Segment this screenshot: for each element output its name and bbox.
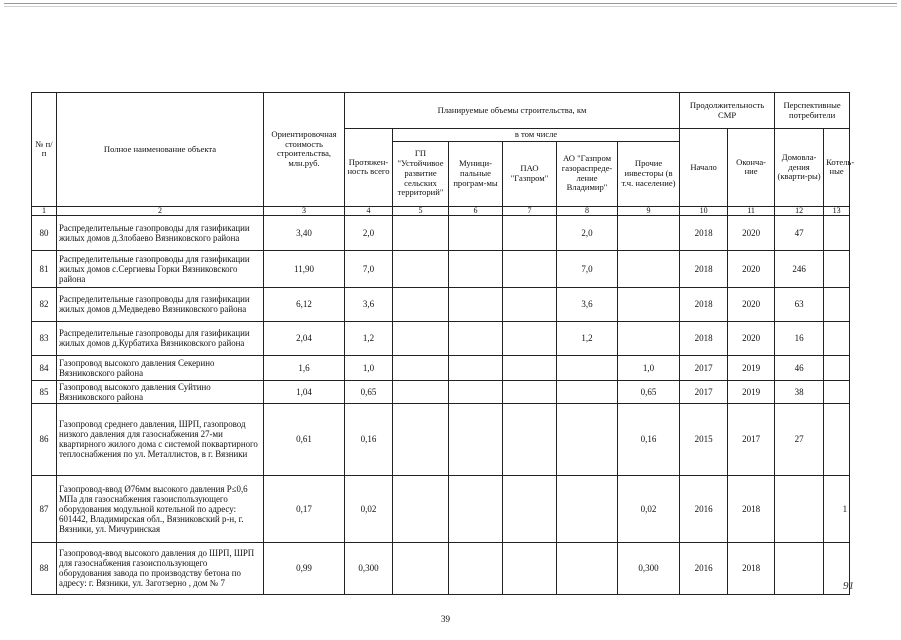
cell-households: 16 [775, 321, 824, 355]
cell-gp [393, 355, 449, 380]
cell-municipal [449, 542, 503, 594]
cell-pao [503, 287, 557, 321]
cell-no: 80 [32, 215, 57, 250]
cell-cost: 0,99 [264, 542, 345, 594]
cell-name: Газопровод-ввод Ø76мм высокого давления Р≤0,6 МПа для газоснабжения газоиспользующего оборудования модульной котельной по адресу: 601442, Владимирская обл., Вязниковский р-н, г. Вязники, ул. Мичуринская [57, 475, 264, 542]
cell-name: Распределительные газопроводы для газификации жилых домов д.Курбатиха Вязниковского района [57, 321, 264, 355]
cell-other: 0,65 [618, 380, 680, 403]
cell-length: 7,0 [345, 250, 393, 287]
cell-municipal [449, 215, 503, 250]
table-row [32, 250, 850, 287]
cell-households: 46 [775, 355, 824, 380]
cell-name: Газопровод высокого давления Суйтино Вязниковского района [57, 380, 264, 403]
cell-end: 2020 [728, 215, 775, 250]
cell-municipal [449, 380, 503, 403]
cell-end: 2019 [728, 380, 775, 403]
cell-length: 2,0 [345, 215, 393, 250]
cell-length: 0,02 [345, 475, 393, 542]
cell-boilers [824, 215, 850, 250]
cell-other [618, 250, 680, 287]
cell-no: 86 [32, 403, 57, 475]
cell-ao [557, 475, 618, 542]
cell-households: 47 [775, 215, 824, 250]
cell-pao [503, 542, 557, 594]
cell-households: 38 [775, 380, 824, 403]
cell-start: 2018 [680, 250, 728, 287]
col-number: 9 [618, 206, 680, 215]
cell-pao [503, 321, 557, 355]
cell-ao [557, 542, 618, 594]
header-volumes-group: Планируемые объемы строительства, км [345, 93, 680, 129]
header-no: № п/п [32, 93, 57, 207]
table-row [32, 355, 850, 380]
table-row [32, 403, 850, 475]
header-including-group: в том числе [393, 129, 680, 142]
cell-other [618, 215, 680, 250]
header-name: Полное наименование объекта [57, 93, 264, 207]
col-number: 10 [680, 206, 728, 215]
col-number: 2 [57, 206, 264, 215]
cell-name: Газопровод-ввод высокого давления до ШРП, ШРП для газоснабжения газоиспользующего оборудования завода по производству бетона по адресу: г. Вязники, ул. Заготзерно , дом № 7 [57, 542, 264, 594]
cell-no: 84 [32, 355, 57, 380]
cell-length: 1,0 [345, 355, 393, 380]
cell-name: Газопровод среднего давления, ШРП, газопровод низкого давления для газоснабжения 27-ми квартирного жилого дома с системой поквартирного теплоснабжения по ул. Металлистов, в г. Вязники [57, 403, 264, 475]
header-duration-group: Продолжительность СМР [680, 93, 775, 129]
cell-boilers [824, 403, 850, 475]
col-number: 3 [264, 206, 345, 215]
cell-length: 3,6 [345, 287, 393, 321]
cell-length: 0,16 [345, 403, 393, 475]
col-number: 12 [775, 206, 824, 215]
top-rule [4, 3, 897, 4]
cell-pao [503, 380, 557, 403]
cell-length: 0,65 [345, 380, 393, 403]
cell-cost: 0,17 [264, 475, 345, 542]
header-boilers: Котель-ные [824, 129, 850, 207]
cell-length: 0,300 [345, 542, 393, 594]
table-row [32, 475, 850, 542]
cell-gp [393, 403, 449, 475]
cell-cost: 2,04 [264, 321, 345, 355]
cell-name: Распределительные газопроводы для газификации жилых домов д.Медведево Вязниковского района [57, 287, 264, 321]
cell-end: 2020 [728, 250, 775, 287]
cell-gp [393, 287, 449, 321]
cell-gp [393, 250, 449, 287]
cell-boilers [824, 355, 850, 380]
cell-name: Распределительные газопроводы для газификации жилых домов д.Злобаево Вязниковского района [57, 215, 264, 250]
table-row [32, 542, 850, 594]
col-number: 1 [32, 206, 57, 215]
cell-length: 1,2 [345, 321, 393, 355]
cell-no: 88 [32, 542, 57, 594]
cell-gp [393, 215, 449, 250]
cell-pao [503, 215, 557, 250]
col-number: 5 [393, 206, 449, 215]
cell-pao [503, 250, 557, 287]
cell-cost: 0,61 [264, 403, 345, 475]
cell-other: 0,02 [618, 475, 680, 542]
cell-start: 2017 [680, 355, 728, 380]
cell-cost: 1,04 [264, 380, 345, 403]
cell-ao: 7,0 [557, 250, 618, 287]
cell-cost: 1,6 [264, 355, 345, 380]
cell-ao: 3,6 [557, 287, 618, 321]
col-number: 8 [557, 206, 618, 215]
cell-boilers [824, 287, 850, 321]
cell-no: 87 [32, 475, 57, 542]
cell-boilers [824, 250, 850, 287]
col-number: 7 [503, 206, 557, 215]
header-pao: ПАО "Газпром" [503, 141, 557, 206]
cell-households: 246 [775, 250, 824, 287]
cell-ao [557, 355, 618, 380]
cell-name: Газопровод высокого давления Секерино Вязниковского района [57, 355, 264, 380]
header-other: Прочие инвесторы (в т.ч. население) [618, 141, 680, 206]
cell-municipal [449, 250, 503, 287]
header-municipal: Муници-пальные програм-мы [449, 141, 503, 206]
cell-no: 83 [32, 321, 57, 355]
header-households: Домовла-дения (кварти-ры) [775, 129, 824, 207]
cell-other: 1,0 [618, 355, 680, 380]
header-start: Начало [680, 129, 728, 207]
col-number: 13 [824, 206, 850, 215]
header-gp: ГП "Устойчивое развитие сельских территорий" [393, 141, 449, 206]
cell-municipal [449, 475, 503, 542]
table-row [32, 380, 850, 403]
cell-households: 63 [775, 287, 824, 321]
cell-start: 2015 [680, 403, 728, 475]
table-row [32, 215, 850, 250]
page-number: 39 [441, 614, 450, 624]
top-rule-secondary [4, 6, 897, 7]
header-cost: Ориентировочная стоимость строительства, млн.руб. [264, 93, 345, 207]
cell-ao: 2,0 [557, 215, 618, 250]
cell-boilers [824, 380, 850, 403]
cell-gp [393, 380, 449, 403]
cell-ao [557, 403, 618, 475]
cell-end: 2020 [728, 287, 775, 321]
cell-cost: 11,90 [264, 250, 345, 287]
cell-start: 2018 [680, 215, 728, 250]
cell-households [775, 475, 824, 542]
table-row [32, 287, 850, 321]
col-number: 11 [728, 206, 775, 215]
cell-municipal [449, 321, 503, 355]
cell-start: 2018 [680, 287, 728, 321]
cell-name: Распределительные газопроводы для газификации жилых домов с.Сергиевы Горки Вязниковского района [57, 250, 264, 287]
cell-cost: 6,12 [264, 287, 345, 321]
cell-boilers [824, 321, 850, 355]
cell-other [618, 287, 680, 321]
header-consumers-group: Перспективные потребители [775, 93, 850, 129]
cell-gp [393, 475, 449, 542]
cell-gp [393, 542, 449, 594]
col-number: 6 [449, 206, 503, 215]
cell-pao [503, 403, 557, 475]
cell-pao [503, 475, 557, 542]
cell-municipal [449, 355, 503, 380]
cell-start: 2017 [680, 380, 728, 403]
col-number: 4 [345, 206, 393, 215]
cell-end: 2017 [728, 403, 775, 475]
cell-end: 2018 [728, 475, 775, 542]
handwritten-sheet-mark: 91 [843, 580, 854, 592]
header-end: Оконча-ние [728, 129, 775, 207]
gas-projects-table [31, 92, 855, 595]
cell-pao [503, 355, 557, 380]
cell-boilers: 1 [824, 475, 850, 542]
cell-municipal [449, 287, 503, 321]
cell-other [618, 321, 680, 355]
cell-other: 0,300 [618, 542, 680, 594]
cell-end: 2018 [728, 542, 775, 594]
cell-no: 85 [32, 380, 57, 403]
cell-other: 0,16 [618, 403, 680, 475]
cell-no: 81 [32, 250, 57, 287]
cell-municipal [449, 403, 503, 475]
cell-end: 2020 [728, 321, 775, 355]
cell-end: 2019 [728, 355, 775, 380]
cell-ao: 1,2 [557, 321, 618, 355]
cell-cost: 3,40 [264, 215, 345, 250]
cell-households [775, 542, 824, 594]
cell-ao [557, 380, 618, 403]
cell-start: 2016 [680, 475, 728, 542]
header-length: Протяжен-ность всего [345, 129, 393, 207]
cell-no: 82 [32, 287, 57, 321]
cell-start: 2018 [680, 321, 728, 355]
cell-start: 2016 [680, 542, 728, 594]
cell-households: 27 [775, 403, 824, 475]
header-ao: АО "Газпром газораспреде-ление Владимир" [557, 141, 618, 206]
table-row [32, 321, 850, 355]
cell-gp [393, 321, 449, 355]
